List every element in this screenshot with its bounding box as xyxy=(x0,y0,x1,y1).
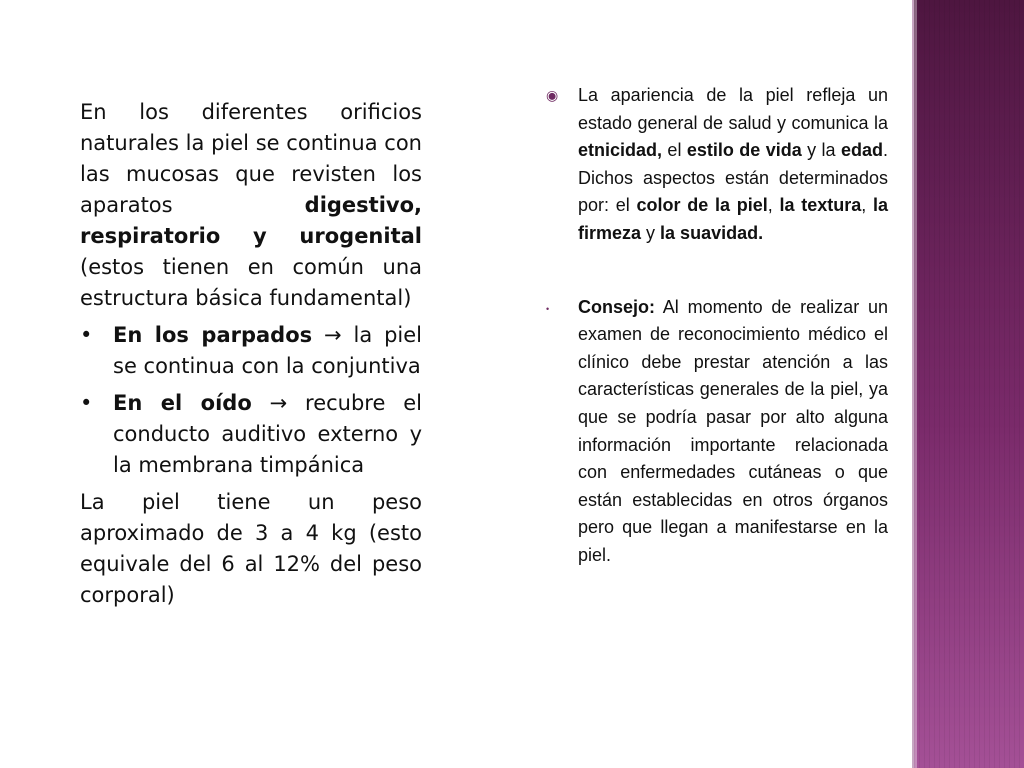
text-run: (estos tienen en común una estructura básica fundamental) xyxy=(80,255,422,310)
paragraph-peso: La piel tiene un peso aproximado de 3 a 4 kg (esto equivale del 6 al 12% del peso corporal) xyxy=(80,490,422,607)
bold-run: En los parpados xyxy=(113,323,313,347)
bullet-apariencia xyxy=(546,82,888,248)
bullet-consejo xyxy=(546,294,888,570)
text-run: la piel se continua con la conjuntiva xyxy=(113,323,422,378)
bold-run: edad xyxy=(840,140,883,161)
bold-run: la textura xyxy=(779,195,862,216)
bullet-oido xyxy=(80,388,422,481)
bold-run: la suavidad. xyxy=(660,222,764,243)
bullet-consejo-text xyxy=(578,294,888,570)
bullet-parpados xyxy=(80,320,422,382)
text-run: , xyxy=(767,195,780,216)
text-run: y xyxy=(641,222,661,243)
text-run: Al momento de realizar un examen de reconocimiento médico el clínico debe prestar atención a las características generales de la piel, ya que se podría pasar por alto alguna información importante relacionada con enfermedades cutáneas o que están establecidas en otros órganos pero que llegan a manifestarse en la piel. xyxy=(578,296,888,565)
text-run: , xyxy=(861,195,873,216)
left-text-column xyxy=(80,97,422,611)
bullet-apariencia-text xyxy=(578,82,888,248)
paragraph-mucosas xyxy=(80,97,422,314)
bullet-parpados-text xyxy=(113,320,422,382)
bold-run: color de la piel xyxy=(636,195,768,216)
bullet-dot: • xyxy=(80,323,93,347)
bold-run: En el oído xyxy=(113,391,252,415)
arrow-icon: → xyxy=(324,323,342,347)
bold-run: Consejo: xyxy=(578,296,656,317)
decorative-side-band xyxy=(912,0,1024,768)
bold-run: estilo de vida xyxy=(686,140,802,161)
bold-run: digestivo, respiratorio y urogenital xyxy=(80,193,422,248)
circle-bullet-icon: ◉ xyxy=(546,87,559,103)
text-run: . Dichos aspectos están determinados por: el xyxy=(578,140,889,216)
text-run: recubre el conducto auditivo externo y la membrana timpánica xyxy=(113,391,422,477)
text-run: el xyxy=(662,140,687,161)
text-run: y la xyxy=(801,140,841,161)
bold-run: etnicidad, xyxy=(578,140,663,161)
bullet-dot-icon: • xyxy=(546,303,550,314)
text-run: En los diferentes orificios naturales la piel se continua con las mucosas que revisten los aparatos xyxy=(80,100,422,217)
text-run: La apariencia de la piel refleja un estado general de salud y comunica la xyxy=(578,85,888,133)
arrow-icon: → xyxy=(269,391,288,415)
bold-run: la firmeza xyxy=(578,195,888,243)
bullet-dot: • xyxy=(80,391,93,415)
right-text-column xyxy=(546,82,888,570)
bullet-oido-text xyxy=(113,388,422,481)
